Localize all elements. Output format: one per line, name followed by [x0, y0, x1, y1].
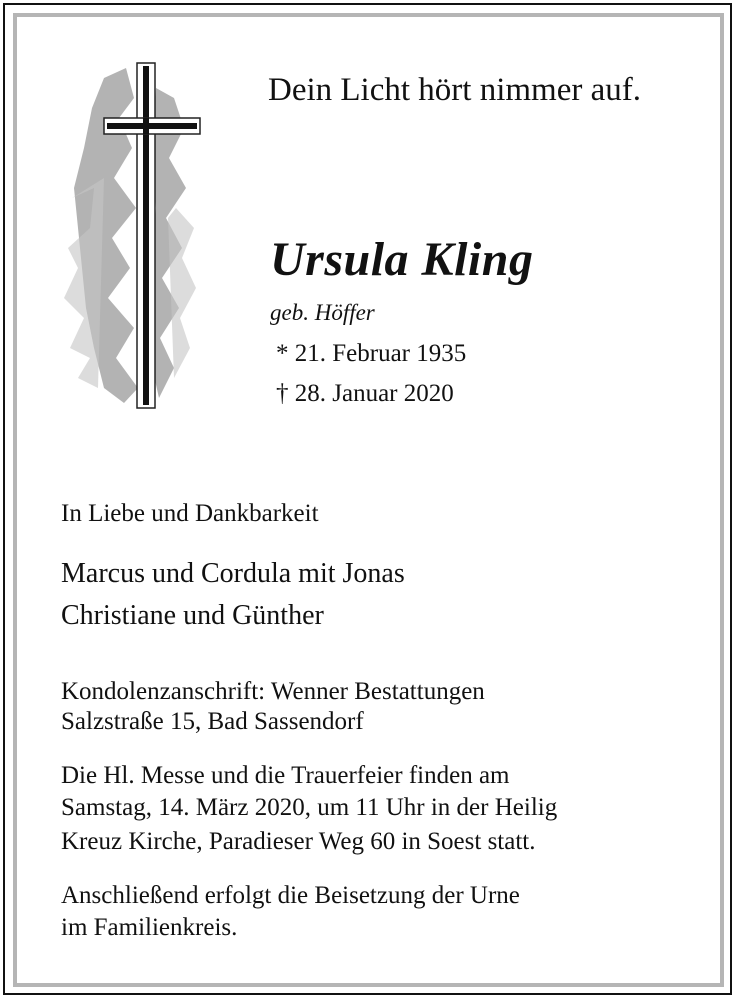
service-info-line: Die Hl. Messe und die Trauerfeier finden am: [61, 762, 510, 789]
service-info-line: Samstag, 14. März 2020, um 11 Uhr in der Heilig: [61, 794, 558, 821]
burial-info-line: Anschließend erfolgt die Beisetzung der Urne: [61, 882, 520, 909]
mourners-intro: In Liebe und Dankbarkeit: [61, 500, 319, 527]
service-info-line: Kreuz Kirche, Paradieser Weg 60 in Soest statt.: [61, 828, 536, 855]
cross-icon: [64, 58, 214, 418]
mourner-family-line: Marcus und Cordula mit Jonas: [61, 558, 405, 589]
death-date: † 28. Januar 2020: [276, 380, 454, 407]
maiden-name: geb. Höffer: [270, 300, 375, 325]
condolence-address-line: Salzstraße 15, Bad Sassendorf: [61, 708, 364, 735]
motto: Dein Licht hört nimmer auf.: [268, 72, 641, 108]
burial-info-line: im Familienkreis.: [61, 914, 238, 941]
condolence-address-line: Kondolenzanschrift: Wenner Bestattungen: [61, 678, 485, 705]
birth-date: * 21. Februar 1935: [276, 340, 467, 367]
deceased-name: Ursula Kling: [270, 233, 534, 286]
mourner-family-line: Christiane und Günther: [61, 600, 324, 631]
